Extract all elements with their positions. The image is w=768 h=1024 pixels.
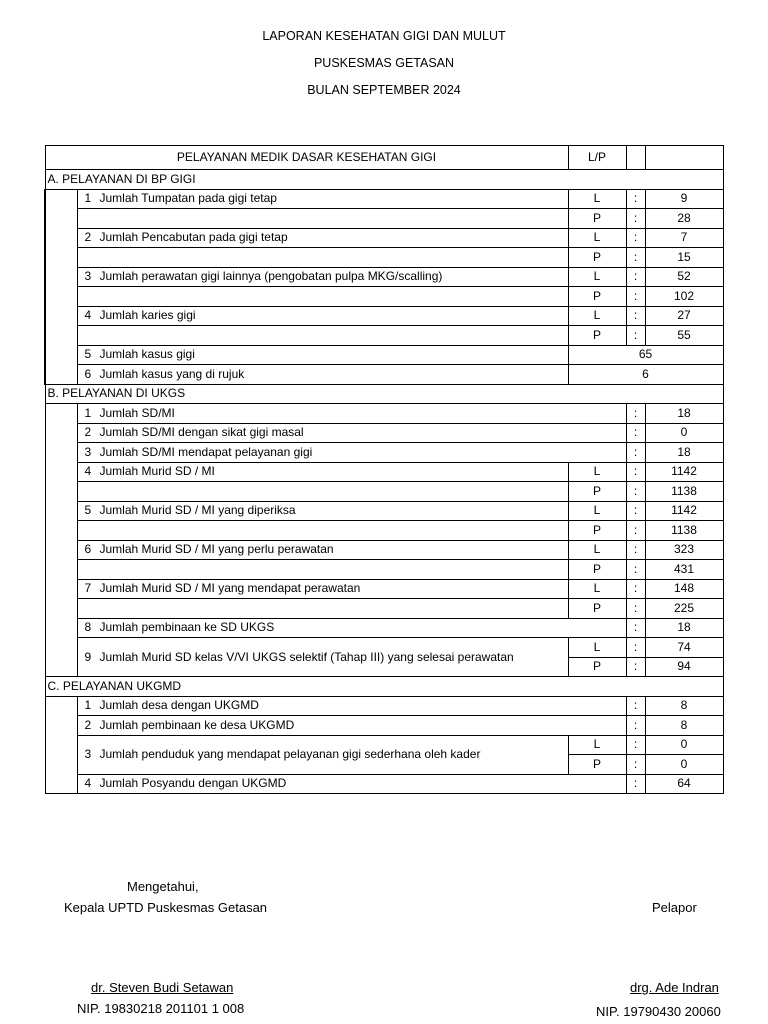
count-value: 6 bbox=[568, 365, 723, 385]
item-number: 9 bbox=[84, 649, 92, 664]
count-value: 431 bbox=[645, 560, 723, 580]
count-value: 64 bbox=[645, 774, 723, 794]
header-blank bbox=[626, 146, 645, 170]
section-row bbox=[45, 170, 723, 190]
item-number: 3 bbox=[84, 269, 92, 284]
count-value: 225 bbox=[645, 599, 723, 619]
colon-separator: : bbox=[626, 696, 645, 716]
blank-cell bbox=[77, 287, 568, 307]
colon-separator: : bbox=[626, 404, 645, 424]
header-blank bbox=[645, 146, 723, 170]
lp-value: L bbox=[568, 228, 626, 248]
item-number: 5 bbox=[84, 347, 92, 362]
item-label bbox=[77, 423, 626, 443]
count-value: 1138 bbox=[645, 482, 723, 502]
colon-separator: : bbox=[626, 657, 645, 677]
colon-separator: : bbox=[626, 462, 645, 482]
item-label bbox=[77, 345, 568, 365]
item-label bbox=[77, 462, 568, 482]
item-text: Jumlah perawatan gigi lainnya (pengobatan pulpa MKG/scalling) bbox=[99, 269, 443, 284]
table-row bbox=[45, 248, 723, 268]
item-text: Jumlah kasus gigi bbox=[99, 347, 195, 362]
table-row bbox=[45, 287, 723, 307]
colon-separator: : bbox=[626, 287, 645, 307]
colon-separator: : bbox=[626, 540, 645, 560]
section-row bbox=[45, 677, 723, 697]
table-row bbox=[45, 501, 723, 521]
count-value: 102 bbox=[645, 287, 723, 307]
item-text: Jumlah SD/MI mendapat pelayanan gigi bbox=[99, 444, 313, 459]
table-row bbox=[45, 482, 723, 502]
item-text: Jumlah pembinaan ke desa UKGMD bbox=[99, 717, 295, 732]
table-row bbox=[45, 540, 723, 560]
lp-value: L bbox=[568, 735, 626, 755]
table-row bbox=[45, 521, 723, 541]
count-value: 15 bbox=[645, 248, 723, 268]
count-value: 65 bbox=[568, 345, 723, 365]
table-row bbox=[45, 189, 723, 209]
count-value: 27 bbox=[645, 306, 723, 326]
colon-separator: : bbox=[626, 209, 645, 229]
indent-cell bbox=[45, 696, 77, 794]
lp-value: P bbox=[568, 560, 626, 580]
item-label bbox=[77, 735, 568, 774]
table-row bbox=[45, 618, 723, 638]
item-number: 1 bbox=[84, 405, 92, 420]
section-title: A. PELAYANAN DI BP GIGI bbox=[45, 170, 723, 190]
lp-value: L bbox=[568, 638, 626, 658]
item-label bbox=[77, 696, 626, 716]
item-label bbox=[77, 306, 568, 326]
colon-separator: : bbox=[626, 716, 645, 736]
lp-value: P bbox=[568, 521, 626, 541]
colon-separator: : bbox=[626, 248, 645, 268]
table-row bbox=[45, 365, 723, 385]
colon-separator: : bbox=[626, 618, 645, 638]
count-value: 1142 bbox=[645, 501, 723, 521]
blank-cell bbox=[77, 326, 568, 346]
title-line-3: BULAN SEPTEMBER 2024 bbox=[307, 83, 461, 97]
table-row bbox=[45, 560, 723, 580]
indent-cell bbox=[45, 189, 77, 384]
section-row bbox=[45, 384, 723, 404]
table-row bbox=[45, 306, 723, 326]
item-number: 2 bbox=[84, 717, 92, 732]
lp-value: L bbox=[568, 579, 626, 599]
item-label bbox=[77, 404, 626, 424]
colon-separator: : bbox=[626, 501, 645, 521]
item-text: Jumlah Pencabutan pada gigi tetap bbox=[99, 230, 288, 245]
reporter-role-text: Pelapor bbox=[652, 900, 697, 915]
blank-cell bbox=[77, 209, 568, 229]
item-number: 7 bbox=[84, 581, 92, 596]
acknowledge-text: Mengetahui, bbox=[127, 879, 199, 894]
reporter-nip: NIP. 19790430 20060 bbox=[596, 1004, 721, 1019]
count-value: 94 bbox=[645, 657, 723, 677]
lp-value: L bbox=[568, 501, 626, 521]
colon-separator: : bbox=[626, 326, 645, 346]
colon-separator: : bbox=[626, 560, 645, 580]
item-number: 6 bbox=[84, 542, 92, 557]
table-row bbox=[45, 774, 723, 794]
count-value: 9 bbox=[645, 189, 723, 209]
item-number: 8 bbox=[84, 620, 92, 635]
table-row bbox=[45, 267, 723, 287]
colon-separator: : bbox=[626, 189, 645, 209]
item-number: 1 bbox=[84, 698, 92, 713]
item-label bbox=[77, 365, 568, 385]
item-text: Jumlah SD/MI dengan sikat gigi masal bbox=[99, 425, 304, 440]
colon-separator: : bbox=[626, 755, 645, 775]
table-row bbox=[45, 716, 723, 736]
table-row bbox=[45, 579, 723, 599]
lp-value: P bbox=[568, 248, 626, 268]
title-line-2: PUSKESMAS GETASAN bbox=[313, 56, 455, 70]
count-value: 323 bbox=[645, 540, 723, 560]
item-number: 4 bbox=[84, 776, 92, 791]
item-text: Jumlah Murid SD / MI yang mendapat perawatan bbox=[99, 581, 361, 596]
item-number: 4 bbox=[84, 464, 92, 479]
lp-value: P bbox=[568, 657, 626, 677]
item-number: 1 bbox=[84, 191, 92, 206]
colon-separator: : bbox=[626, 735, 645, 755]
item-text: Jumlah Tumpatan pada gigi tetap bbox=[99, 191, 277, 206]
count-value: 0 bbox=[645, 735, 723, 755]
item-label bbox=[77, 774, 626, 794]
table-row bbox=[45, 462, 723, 482]
item-label bbox=[77, 638, 568, 677]
count-value: 55 bbox=[645, 326, 723, 346]
item-text: Jumlah kasus yang di rujuk bbox=[99, 366, 245, 381]
blank-cell bbox=[77, 248, 568, 268]
count-value: 18 bbox=[645, 443, 723, 463]
item-text: Jumlah Murid SD / MI bbox=[99, 464, 215, 479]
item-label bbox=[77, 189, 568, 209]
item-number: 2 bbox=[84, 425, 92, 440]
colon-separator: : bbox=[626, 638, 645, 658]
count-value: 74 bbox=[645, 638, 723, 658]
lp-value: P bbox=[568, 209, 626, 229]
count-value: 1142 bbox=[645, 462, 723, 482]
blank-cell bbox=[77, 599, 568, 619]
lp-value: P bbox=[568, 287, 626, 307]
colon-separator: : bbox=[626, 579, 645, 599]
section-title: C. PELAYANAN UKGMD bbox=[45, 677, 723, 697]
blank-cell bbox=[77, 482, 568, 502]
blank-cell bbox=[77, 560, 568, 580]
colon-separator: : bbox=[626, 521, 645, 541]
item-label bbox=[77, 443, 626, 463]
item-label bbox=[77, 228, 568, 248]
table-row bbox=[45, 326, 723, 346]
table-row bbox=[45, 228, 723, 248]
colon-separator: : bbox=[626, 228, 645, 248]
table-row bbox=[45, 423, 723, 443]
lp-value: P bbox=[568, 755, 626, 775]
table-row bbox=[45, 345, 723, 365]
item-number: 6 bbox=[84, 366, 92, 381]
count-value: 8 bbox=[645, 696, 723, 716]
item-label bbox=[77, 716, 626, 736]
item-number: 3 bbox=[84, 444, 92, 459]
table-row bbox=[45, 443, 723, 463]
item-label bbox=[77, 579, 568, 599]
lp-value: L bbox=[568, 306, 626, 326]
lp-value: L bbox=[568, 189, 626, 209]
count-value: 8 bbox=[645, 716, 723, 736]
lp-heading: L/P bbox=[568, 146, 626, 170]
colon-separator: : bbox=[626, 306, 645, 326]
lp-value: P bbox=[568, 599, 626, 619]
count-value: 0 bbox=[645, 755, 723, 775]
colon-separator: : bbox=[626, 267, 645, 287]
count-value: 18 bbox=[645, 404, 723, 424]
lp-value: L bbox=[568, 540, 626, 560]
table-row bbox=[45, 404, 723, 424]
count-value: 7 bbox=[645, 228, 723, 248]
item-number: 2 bbox=[84, 230, 92, 245]
table-row bbox=[45, 638, 723, 658]
count-value: 1138 bbox=[645, 521, 723, 541]
blank-cell bbox=[77, 521, 568, 541]
item-number: 3 bbox=[84, 747, 92, 761]
item-label bbox=[77, 540, 568, 560]
item-text: Jumlah desa dengan UKGMD bbox=[99, 698, 259, 713]
count-value: 18 bbox=[645, 618, 723, 638]
section-title: B. PELAYANAN DI UKGS bbox=[45, 384, 723, 404]
item-text: Jumlah Murid SD / MI yang perlu perawatan bbox=[99, 542, 334, 557]
item-text: Jumlah Murid SD / MI yang diperiksa bbox=[99, 503, 296, 518]
item-text: Jumlah Murid SD kelas V/VI UKGS selektif (Tahap III) yang selesai perawatan bbox=[99, 649, 514, 664]
indent-cell bbox=[45, 404, 77, 677]
head-name: dr. Steven Budi Setawan bbox=[91, 980, 234, 995]
reporter-name: drg. Ade Indran bbox=[630, 980, 719, 995]
item-text: Jumlah karies gigi bbox=[99, 308, 196, 323]
item-number: 5 bbox=[84, 503, 92, 518]
table-row bbox=[45, 696, 723, 716]
head-role-text: Kepala UPTD Puskesmas Getasan bbox=[64, 900, 268, 915]
table-header-row bbox=[45, 146, 723, 170]
colon-separator: : bbox=[626, 482, 645, 502]
title-line-1: LAPORAN KESEHATAN GIGI DAN MULUT bbox=[262, 29, 506, 43]
count-value: 148 bbox=[645, 579, 723, 599]
report-table bbox=[44, 145, 724, 794]
table-heading: PELAYANAN MEDIK DASAR KESEHATAN GIGI bbox=[45, 146, 568, 170]
lp-value: L bbox=[568, 267, 626, 287]
table-row bbox=[45, 735, 723, 755]
head-nip: NIP. 19830218 201101 1 008 bbox=[77, 1001, 245, 1016]
lp-value: L bbox=[568, 462, 626, 482]
table-row bbox=[45, 209, 723, 229]
item-label bbox=[77, 618, 626, 638]
count-value: 52 bbox=[645, 267, 723, 287]
colon-separator: : bbox=[626, 774, 645, 794]
item-text: Jumlah Posyandu dengan UKGMD bbox=[99, 776, 287, 791]
count-value: 28 bbox=[645, 209, 723, 229]
lp-value: P bbox=[568, 326, 626, 346]
table-row bbox=[45, 599, 723, 619]
colon-separator: : bbox=[626, 423, 645, 443]
item-label bbox=[77, 267, 568, 287]
item-text: Jumlah penduduk yang mendapat pelayanan gigi sederhana oleh kader bbox=[99, 747, 481, 761]
item-number: 4 bbox=[84, 308, 92, 323]
item-text: Jumlah pembinaan ke SD UKGS bbox=[99, 620, 275, 635]
lp-value: P bbox=[568, 482, 626, 502]
colon-separator: : bbox=[626, 443, 645, 463]
item-text: Jumlah SD/MI bbox=[99, 405, 175, 420]
count-value: 0 bbox=[645, 423, 723, 443]
item-label bbox=[77, 501, 568, 521]
colon-separator: : bbox=[626, 599, 645, 619]
